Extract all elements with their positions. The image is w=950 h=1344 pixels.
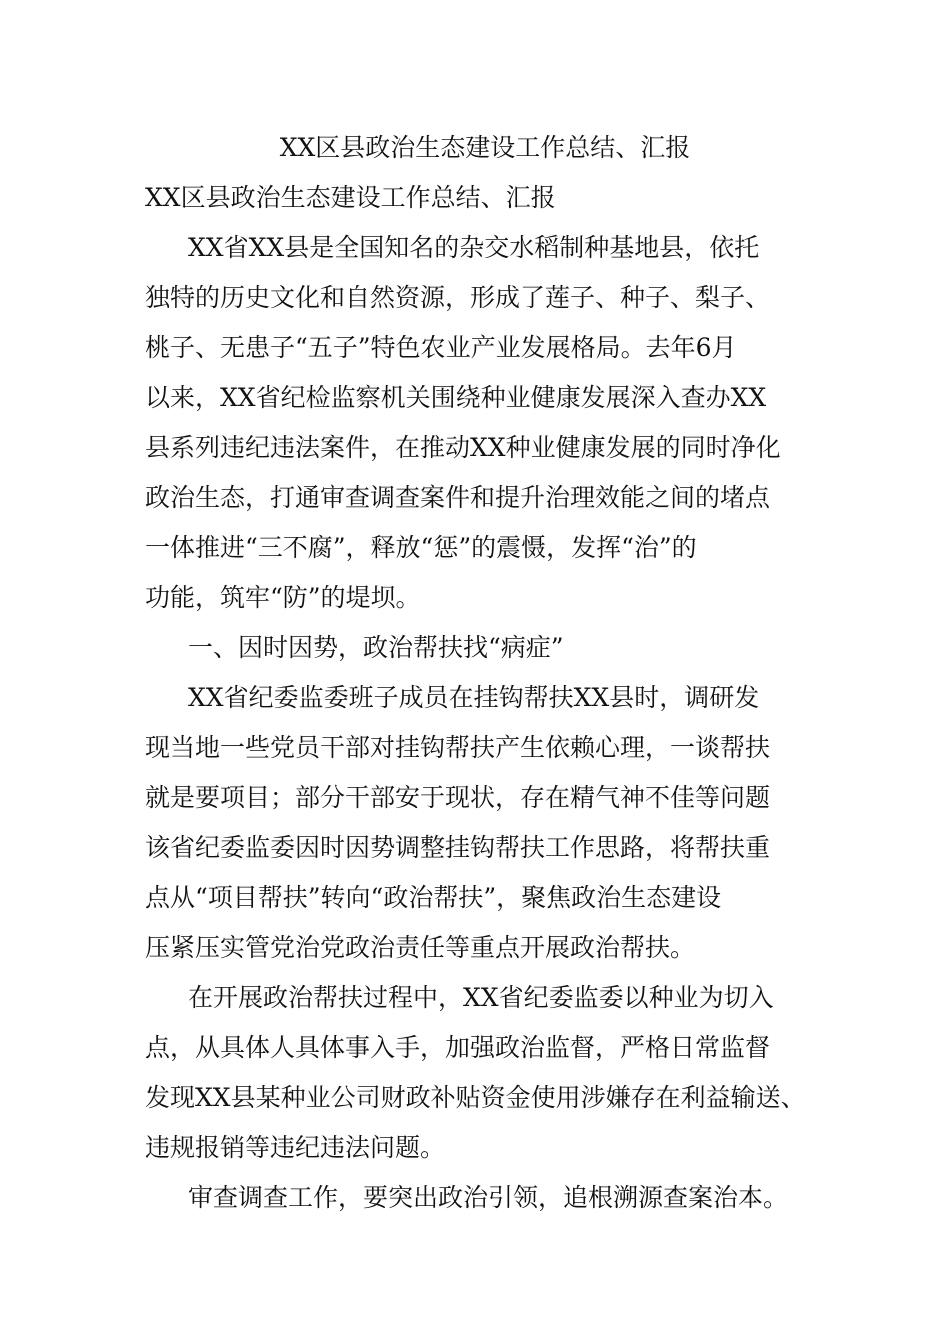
paragraph-line: 独特的历史文化和自然资源，形成了莲子、种子、梨子、 — [145, 283, 771, 312]
paragraph-line: 桃子、无患子“五子”特色农业产业发展格局。去年6月 — [145, 333, 737, 362]
paragraph-line: 压紧压实管党治党政治责任等重点开展政治帮扶。 — [145, 933, 696, 962]
paragraph-line: 一体推进“三不腐”，释放“惩”的震慑，发挥“治”的 — [145, 533, 697, 562]
section-heading: 一、因时因势，政治帮扶找“病症” — [188, 633, 564, 662]
paragraph-line: 县系列违纪违法案件，在推动XX种业健康发展的同时净化 — [145, 433, 781, 462]
document-subtitle: XX区县政治生态建设工作总结、汇报 — [145, 183, 556, 212]
paragraph-line: 点从“项目帮扶”转向“政治帮扶”，聚焦政治生态建设 — [145, 883, 722, 912]
paragraph-line: XX省XX县是全国知名的杂交水稻制种基地县，依托 — [188, 233, 760, 262]
document-title: XX区县政治生态建设工作总结、汇报 — [279, 133, 691, 162]
paragraph-line: 点，从具体人具体事入手，加强政治监督，严格日常监督 — [145, 1033, 771, 1062]
paragraph-line: XX省纪委监委班子成员在挂钩帮扶XX县时，调研发 — [188, 683, 760, 712]
paragraph-line: 该省纪委监委因时因势调整挂钩帮扶工作思路，将帮扶重 — [145, 833, 771, 862]
paragraph-line: 以来，XX省纪检监察机关围绕种业健康发展深入查办XX — [145, 383, 767, 412]
paragraph-line: 审查调查工作，要突出政治引领，追根溯源查案治本。 — [188, 1183, 789, 1212]
paragraph-line: 发现XX县某种业公司财政补贴资金使用涉嫌存在利益输送、 — [145, 1083, 806, 1112]
paragraph-line: 政治生态，打通审查调查案件和提升治理效能之间的堵点 — [145, 483, 771, 512]
paragraph-line: 违规报销等违纪违法问题。 — [145, 1133, 446, 1162]
paragraph-line: 现当地一些党员干部对挂钩帮扶产生依赖心理，一谈帮扶 — [145, 733, 771, 762]
paragraph-line: 功能，筑牢“防”的堤坝。 — [145, 583, 421, 612]
paragraph-line: 在开展政治帮扶过程中，XX省纪委监委以种业为切入 — [188, 983, 774, 1012]
paragraph-line: 就是要项目；部分干部安于现状，存在精气神不佳等问题 — [145, 783, 771, 812]
